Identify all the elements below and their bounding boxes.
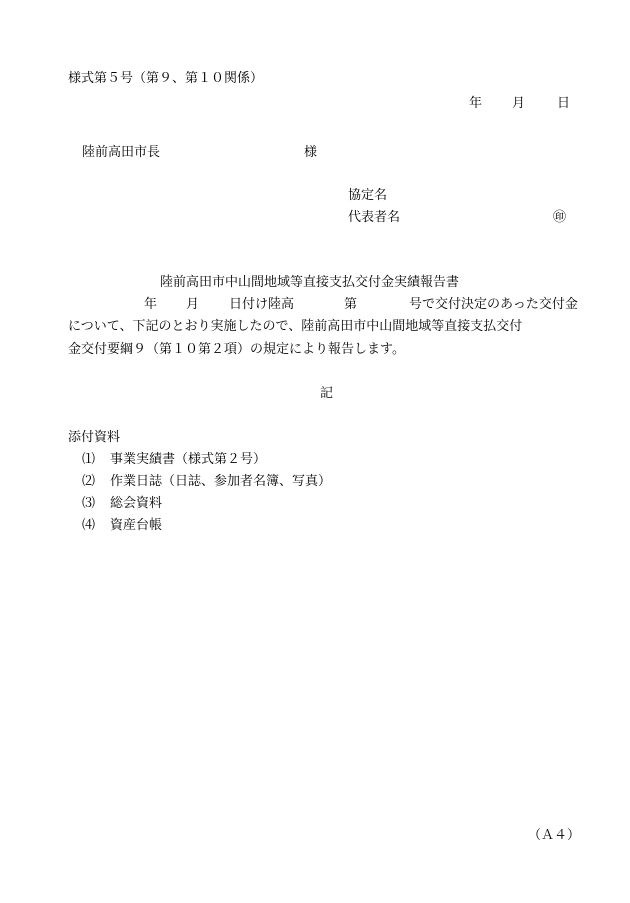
seal-mark: ㊞	[553, 210, 567, 225]
document-title: 陸前高田市中山間地域等直接支払交付金実績報告書	[160, 275, 460, 290]
attachments-heading: 添付資料	[68, 430, 121, 445]
paper-size-label: （Ａ４）	[528, 828, 581, 843]
addressee-honorific: 様	[304, 145, 318, 160]
attachment-text: 総会資料	[110, 496, 163, 511]
attachment-num: ⑶	[82, 496, 96, 511]
body-dai: 第	[344, 297, 358, 312]
attachment-text: 作業日誌（日誌、参加者名簿、写真）	[110, 474, 332, 489]
ki-heading: 記	[320, 386, 334, 401]
representative-name-label: 代表者名	[348, 210, 401, 225]
body-line-2: について、下記のとおり実施したので、陸前高田市中山間地域等直接支払交付	[68, 319, 523, 334]
body-go: 号で交付決定のあった交付金	[409, 297, 578, 312]
body-line-3: 金交付要綱９（第１０第２項）の規定により報告します。	[68, 342, 405, 357]
body-date-ref: 日付け陸高	[229, 297, 295, 312]
date-month: 月	[512, 96, 526, 111]
body-line-1	[0, 298, 630, 312]
attachment-num: ⑷	[82, 518, 96, 533]
addressee-name: 陸前高田市長	[82, 145, 161, 160]
attachment-text: 事業実績書（様式第２号）	[110, 452, 267, 467]
attachment-num: ⑵	[82, 474, 96, 489]
date-day: 日	[557, 96, 571, 111]
agreement-name-label: 協定名	[348, 188, 388, 203]
body-year: 年	[144, 297, 158, 312]
attachment-num: ⑴	[82, 452, 96, 467]
date-year: 年	[469, 96, 483, 111]
form-number: 様式第５号（第９、第１０関係）	[68, 71, 264, 86]
body-month: 月	[186, 297, 200, 312]
date-line	[0, 97, 630, 111]
attachment-text: 資産台帳	[110, 518, 163, 533]
